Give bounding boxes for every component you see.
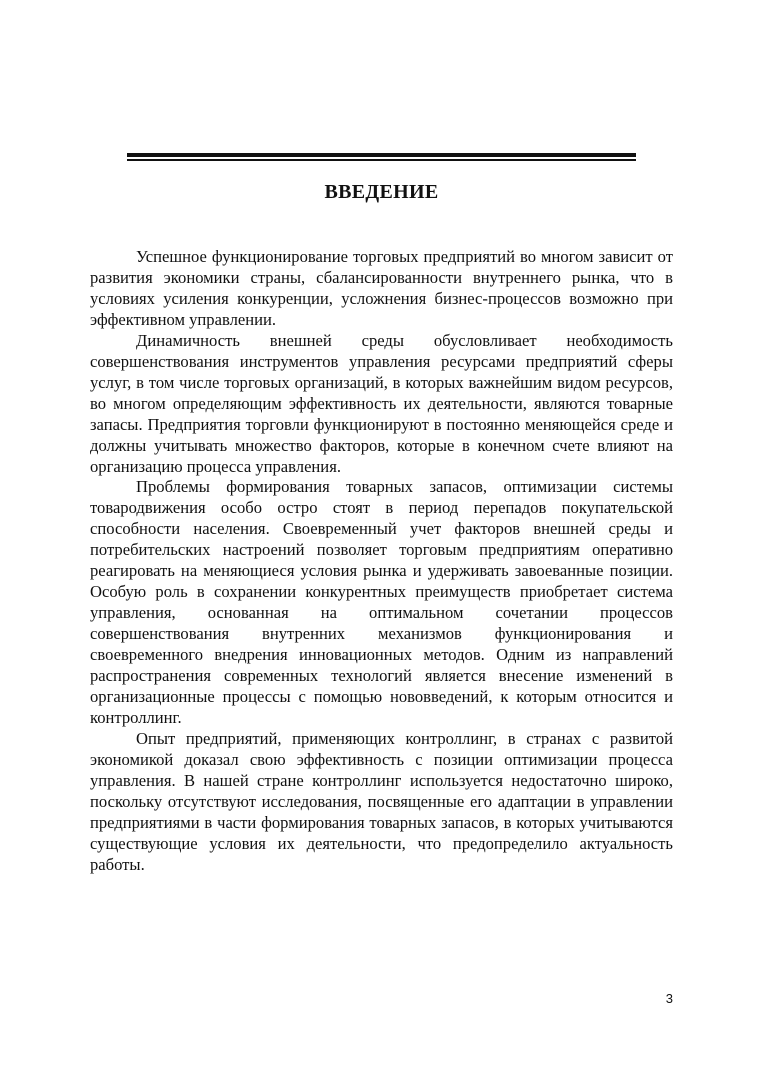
paragraph-3: Проблемы формирования товарных запасов, оптимизации системы товародвижения особо остро стоят в период перепадов покупательской способности населения. Своевременный учет факторов внешней среды и потребительских настроений позволяет торговым предприятиям оперативно реагировать на меняющиеся условия рынка и удерживать завоеванные позиции. Особую роль в сохранении конкурентных преимуществ приобретает система управления, основанная на оптимальном сочетании процессов совершенствования внутренних механизмов функционирования и своевременного внедрения инновационных методов. Одним из направлений распространения современных технологий является внесение изменений в организационные процессы с помощью нововведений, к которым относится и контроллинг. bbox=[90, 477, 673, 727]
paragraph-2: Динамичность внешней среды обусловливает необходимость совершенствования инструментов управления ресурсами предприятий сферы услуг, в том числе торговых организаций, в которых важнейшим видом ресурсов, во многом определяющим эффективность их деятельности, являются товарные запасы. Предприятия торговли функционируют в постоянно меняющейся среде и должны учитывать множество факторов, которые в конечном счете влияют на организацию процесса управления. bbox=[90, 330, 673, 476]
paragraph-4: Опыт предприятий, применяющих контроллинг, в странах с развитой экономикой доказал свою эффективность с позиции оптимизации процесса управления. В нашей стране контроллинг используется недостаточно широко, поскольку отсутствуют исследования, посвященные его адаптации в управлении предприятиями в части формирования товарных запасов, в которых учитываются существующие условия их деятельности, что предопределило актуальность работы. bbox=[90, 728, 673, 874]
page-number: 3 bbox=[665, 991, 673, 1006]
paragraph-1: Успешное функционирование торговых предприятий во многом зависит от развития экономики страны, сбалансированности внутреннего рынка, что в условиях усиления конкуренции, усложнения бизнес-процессов возможно при эффективном управлении. bbox=[90, 247, 673, 329]
page-title: ВВЕДЕНИЕ bbox=[324, 181, 439, 203]
header-rule-thick bbox=[127, 153, 636, 157]
header-rule-thin bbox=[127, 159, 636, 161]
body-text bbox=[90, 247, 673, 876]
